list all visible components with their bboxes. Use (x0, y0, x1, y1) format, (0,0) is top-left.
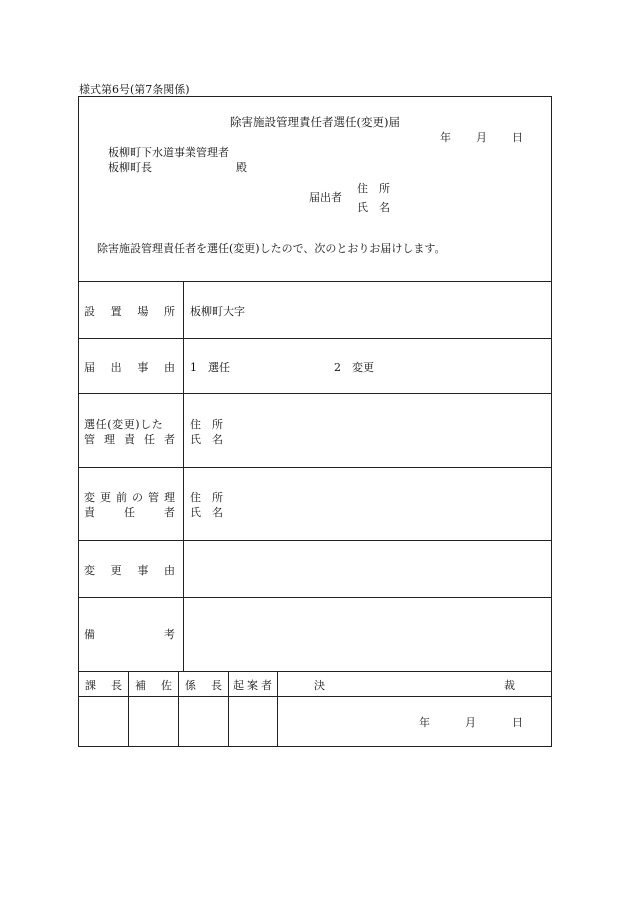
approval-header-section-chief: 課 長 (85, 679, 122, 692)
approval-decision-label-2: 裁 (504, 679, 515, 692)
approval-header-subsection-chief: 係 長 (185, 679, 222, 692)
form-title: 除害施設管理責任者選任(変更)届 (230, 115, 400, 129)
previous-label-line2: 責 任 者 (84, 506, 175, 519)
approval-month-label: 月 (465, 716, 476, 729)
submitter-address-label: 住 所 (357, 182, 390, 195)
previous-name-label: 氏 名 (190, 506, 223, 519)
approval-day-label: 日 (512, 716, 523, 729)
reason-label: 届 出 事 由 (84, 361, 175, 374)
day-label: 日 (512, 131, 523, 144)
statement: 除害施設管理責任者を選任(変更)したので、次のとおりお届けします。 (97, 242, 446, 255)
reason-option-appoint: 1 選任 (190, 361, 230, 374)
appointed-label-line1: 選任(変更)した (84, 418, 164, 431)
recipient-line2: 板柳町長 (108, 161, 152, 174)
change-reason-label: 変 更 事 由 (84, 564, 175, 577)
year-label: 年 (440, 131, 451, 144)
approval-year-label: 年 (419, 716, 430, 729)
appointed-name-label: 氏 名 (190, 433, 223, 446)
approval-decision-label-1: 決 (314, 679, 325, 692)
month-label: 月 (476, 131, 487, 144)
location-value: 板柳町大字 (190, 305, 245, 318)
previous-address-label: 住 所 (190, 491, 223, 504)
appointed-address-label: 住 所 (190, 418, 223, 431)
reason-option-change: 2 変更 (334, 361, 374, 374)
recipient-line1: 板柳町下水道事業管理者 (108, 146, 229, 159)
approval-header-assistant: 補 佐 (135, 679, 172, 692)
submitter-name-label: 氏 名 (357, 201, 390, 214)
submitter-label: 届出者 (309, 191, 342, 204)
approval-header-drafter: 起 案 者 (233, 679, 272, 692)
previous-label-line1: 変 更 前 の 管 理 (84, 491, 175, 504)
remarks-label: 備 考 (84, 628, 175, 641)
form-number: 様式第6号(第7条関係) (79, 83, 190, 96)
appointed-label-line2: 管 理 責 任 者 (84, 433, 175, 446)
location-label: 設 置 場 所 (84, 305, 175, 318)
honorific: 殿 (236, 161, 247, 174)
